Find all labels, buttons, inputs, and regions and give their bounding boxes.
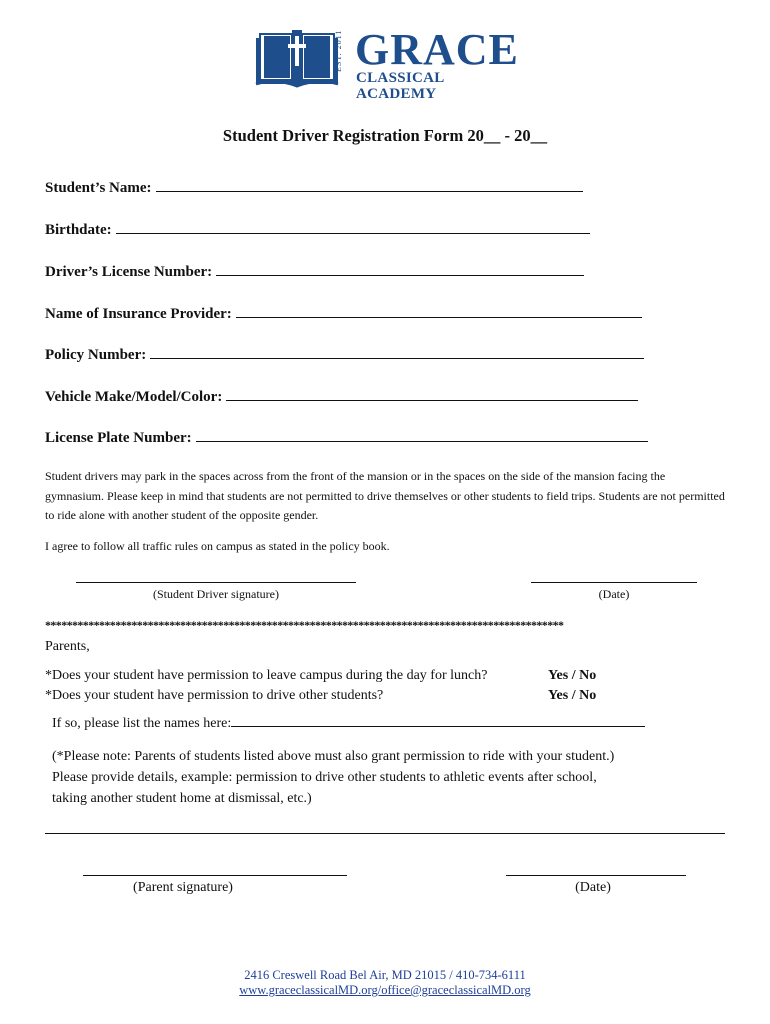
birthdate-field[interactable] bbox=[45, 221, 590, 239]
insurance-provider-line[interactable] bbox=[236, 305, 642, 318]
field-label: Policy Number: bbox=[45, 347, 147, 363]
names-field[interactable] bbox=[52, 713, 645, 734]
footer-web-email[interactable] bbox=[0, 983, 770, 998]
student-name-field[interactable] bbox=[45, 179, 583, 197]
names-line[interactable] bbox=[231, 714, 645, 727]
vehicle-field[interactable] bbox=[45, 388, 638, 406]
logo-subtitle: CLASSICAL ACADEMY bbox=[356, 70, 444, 102]
question-lunch: *Does your student have permission to leave campus during the day for lunch? bbox=[45, 668, 488, 683]
drive-others-yes-no[interactable]: Yes / No bbox=[548, 688, 597, 703]
student-date-line[interactable] bbox=[531, 582, 697, 583]
parents-heading: Parents, bbox=[45, 639, 90, 654]
parent-signature-label: (Parent signature) bbox=[133, 880, 233, 895]
section-separator: ************************************************************************************************ bbox=[45, 618, 564, 632]
parent-date-line[interactable] bbox=[506, 875, 686, 876]
lunch-yes-no[interactable]: Yes / No bbox=[548, 668, 597, 683]
field-label: Name of Insurance Provider: bbox=[45, 306, 232, 322]
student-signature-line[interactable] bbox=[76, 582, 356, 583]
agreement-text: I agree to follow all traffic rules on campus as stated in the policy book. bbox=[45, 539, 390, 553]
plate-number-field[interactable] bbox=[45, 429, 648, 447]
parking-policy-text: Student drivers may park in the spaces across from the front of the mansion or in the spaces on the side of the mansion facing the gymnasium. Please keep in mind that students are not permitted to drive themselves or other students to field trips. Students are not permitted to ride alone with another student of the opposite gender. bbox=[45, 469, 725, 522]
parent-date-label: (Date) bbox=[575, 880, 611, 895]
parent-signature-line[interactable] bbox=[83, 875, 347, 876]
school-logo bbox=[254, 25, 519, 102]
form-title: Student Driver Registration Form 20__ - 20__ bbox=[222, 126, 548, 145]
footer-address: 2416 Creswell Road Bel Air, MD 21015 / 410-734-6111 bbox=[244, 968, 526, 982]
names-prompt: If so, please list the names here: bbox=[52, 716, 232, 731]
logo-name: GRACE bbox=[355, 25, 519, 74]
field-label: Driver’s License Number: bbox=[45, 264, 213, 280]
plate-number-line[interactable] bbox=[196, 429, 648, 442]
question-drive-others: *Does your student have permission to drive other students? bbox=[45, 688, 384, 703]
license-number-field[interactable] bbox=[45, 263, 584, 281]
note-line-3: taking another student home at dismissal, etc.) bbox=[52, 791, 312, 806]
student-signature-label: (Student Driver signature) bbox=[153, 587, 279, 601]
insurance-provider-field[interactable] bbox=[45, 305, 642, 323]
field-label: Student’s Name: bbox=[45, 180, 152, 196]
field-label: Vehicle Make/Model/Color: bbox=[45, 389, 223, 405]
field-label: License Plate Number: bbox=[45, 430, 192, 446]
policy-number-line[interactable] bbox=[150, 346, 644, 359]
note-line-1: (*Please note: Parents of students listed above must also grant permission to ride with your student.) bbox=[52, 749, 615, 764]
birthdate-line[interactable] bbox=[116, 221, 590, 234]
footer-link[interactable]: www.graceclassicalMD.org/office@graceclassicalMD.org bbox=[239, 983, 531, 997]
student-date-label: (Date) bbox=[598, 587, 630, 601]
logo-established: EST. 2011 bbox=[334, 29, 343, 72]
details-line[interactable] bbox=[45, 833, 725, 834]
policy-number-field[interactable] bbox=[45, 346, 644, 364]
open-book-cross-icon bbox=[254, 30, 344, 90]
license-number-line[interactable] bbox=[216, 263, 584, 276]
vehicle-line[interactable] bbox=[226, 388, 638, 401]
field-label: Birthdate: bbox=[45, 222, 112, 238]
student-name-line[interactable] bbox=[156, 179, 583, 192]
note-line-2: Please provide details, example: permission to drive other students to athletic events after school, bbox=[52, 770, 597, 785]
